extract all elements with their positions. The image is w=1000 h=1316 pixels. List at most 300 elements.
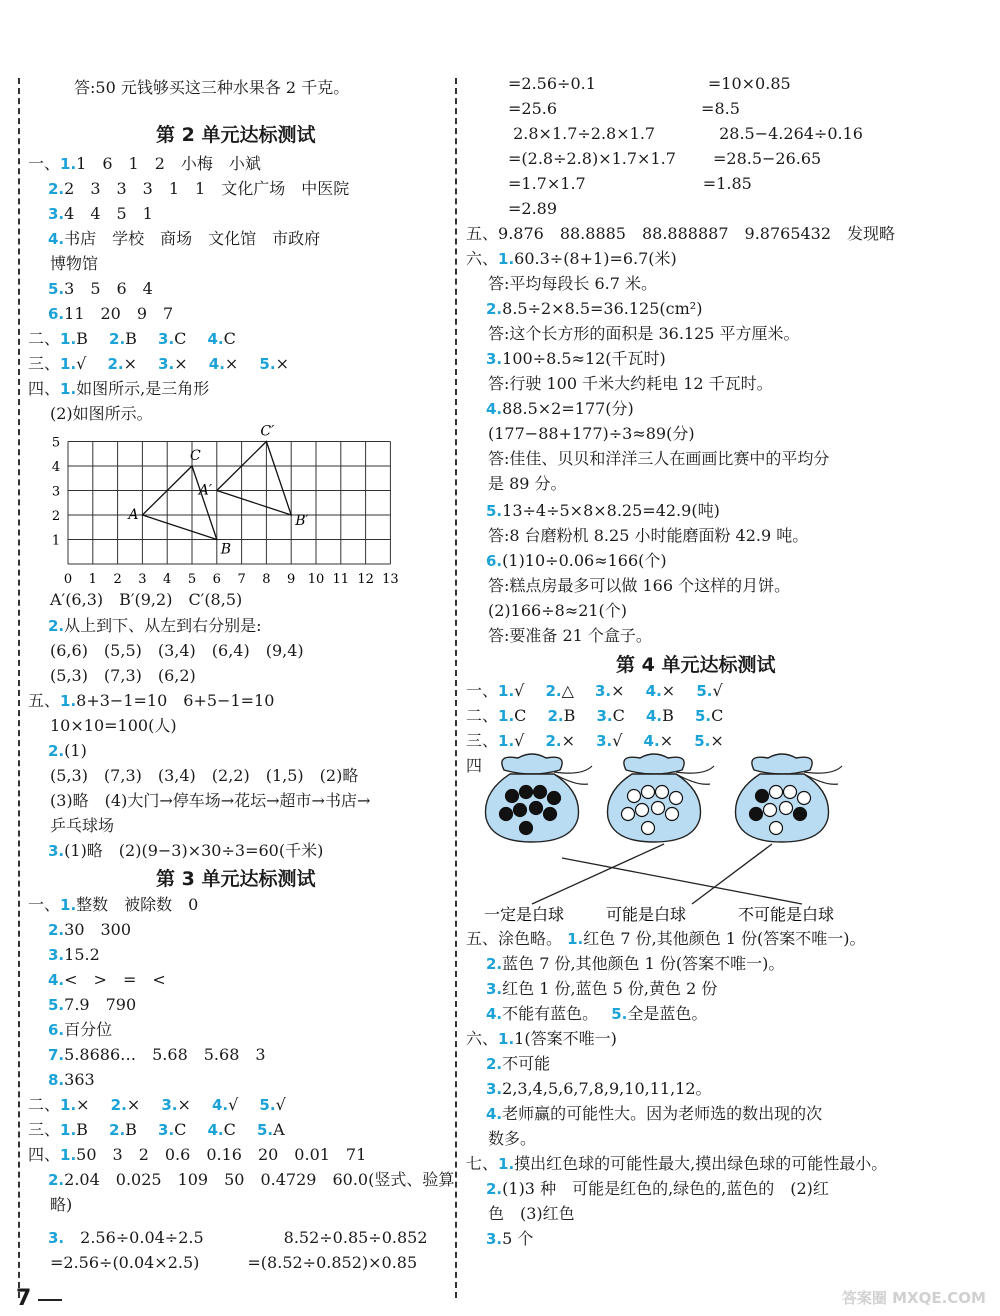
white-ball xyxy=(636,804,649,817)
bags-matching-figure xyxy=(482,752,862,928)
triangle-abc xyxy=(142,466,216,540)
answer-text: B xyxy=(76,1120,104,1139)
answer-text: 1(答案不唯一) xyxy=(514,1029,617,1048)
answer-text: (1)3 种 可能是红色的,绿色的,蓝色的 (2)红 xyxy=(502,1179,829,1198)
answer-text: 不能有蓝色。 xyxy=(502,1004,607,1023)
answer-line xyxy=(488,423,695,445)
black-ball xyxy=(756,790,769,803)
answer-text: √ xyxy=(612,731,639,750)
answer-text: √ xyxy=(514,681,541,700)
option-label: 不可能是白球 xyxy=(738,905,835,924)
answer-text: 8.5÷2×8.5=36.125(cm²) xyxy=(502,299,703,318)
answer-line xyxy=(28,690,274,712)
question-number: 3. xyxy=(596,732,613,750)
answer-text: (1)10÷0.06≈166(个) xyxy=(502,551,667,570)
answer-line xyxy=(508,173,752,195)
question-section: 四、 xyxy=(28,379,61,398)
answer-line xyxy=(48,944,100,966)
white-ball xyxy=(622,808,635,821)
x-tick-label: 4 xyxy=(163,572,172,587)
answer-text: △ xyxy=(561,681,590,700)
white-ball xyxy=(628,790,641,803)
question-number: 1. xyxy=(60,1121,77,1139)
question-number: 1. xyxy=(60,330,77,348)
answer-line xyxy=(50,715,177,737)
answer-text: 88.5×2=177(分) xyxy=(502,399,634,418)
answer-text: 答:行驶 100 千米大约耗电 12 千瓦时。 xyxy=(488,374,773,393)
answer-line xyxy=(28,353,289,375)
answer-line xyxy=(486,348,666,370)
question-number: 6. xyxy=(486,552,503,570)
answer-line xyxy=(486,1053,550,1075)
answer-line xyxy=(486,550,667,572)
x-tick-label: 10 xyxy=(307,572,325,587)
answer-line xyxy=(486,1178,829,1200)
x-tick-label: 0 xyxy=(63,572,73,587)
answer-line xyxy=(28,378,209,400)
answer-text: C xyxy=(514,706,543,725)
answer-line xyxy=(466,928,866,950)
question-number: 3. xyxy=(596,707,613,725)
white-ball xyxy=(780,802,793,815)
question-section: 三、 xyxy=(28,354,61,373)
answer-text: 色 (3)红色 xyxy=(488,1204,575,1223)
answer-text: (3)略 (4)大门→停车场→花坛→超市→书店→ xyxy=(50,791,371,810)
answer-text: √ xyxy=(76,354,103,373)
question-number: 2. xyxy=(48,742,65,760)
answer-line xyxy=(486,1103,822,1125)
question-section: 六、 xyxy=(466,1029,499,1048)
answer-line xyxy=(28,1094,286,1116)
answer-text: 从上到下、从左到右分别是: xyxy=(64,616,262,635)
answer-text: A′(6,3) B′(9,2) C′(8,5) xyxy=(50,590,243,609)
question-number: 4. xyxy=(486,1005,503,1023)
question-number: 1. xyxy=(498,682,515,700)
answer-text: × xyxy=(275,354,289,373)
option-label: 可能是白球 xyxy=(606,905,687,924)
question-number: 1. xyxy=(60,896,77,914)
point-label: B xyxy=(220,541,232,558)
answer-text: =25.6 =8.5 xyxy=(508,99,740,118)
answer-line xyxy=(486,1078,712,1100)
question-number: 8. xyxy=(48,1071,65,1089)
question-number: 3. xyxy=(158,1121,175,1139)
answer-text: 全是蓝色。 xyxy=(627,1004,708,1023)
question-number: 3. xyxy=(486,350,503,368)
question-number: 2. xyxy=(486,1180,503,1198)
triangle-abc-prime xyxy=(217,442,291,516)
answer-text: (5,3) (7,3) (6,2) xyxy=(50,666,196,685)
white-ball xyxy=(656,786,669,799)
question-number: 4. xyxy=(207,1121,224,1139)
question-number: 1. xyxy=(60,1146,77,1164)
x-tick-label: 11 xyxy=(332,572,350,587)
y-tick-label: 4 xyxy=(51,460,61,475)
question-number: 3. xyxy=(158,355,175,373)
answer-text: =2.56÷(0.04×2.5) =(8.52÷0.852)×0.85 xyxy=(50,1253,418,1272)
answer-line xyxy=(466,223,895,245)
answer-text: 不可能 xyxy=(502,1054,551,1073)
question-section: 二、 xyxy=(466,706,499,725)
answer-text: 摸出红色球的可能性最大,摸出绿色球的可能性最小。 xyxy=(514,1154,888,1173)
bag-top xyxy=(502,754,562,774)
answer-text: 50 3 2 0.6 0.16 20 0.01 71 xyxy=(76,1145,367,1164)
answer-text: =2.89 xyxy=(508,199,558,218)
question-section: 三、 xyxy=(28,1120,61,1139)
question-number: 1. xyxy=(498,1030,515,1048)
answer-line xyxy=(488,273,657,295)
answer-line xyxy=(48,228,320,250)
black-ball xyxy=(506,790,519,803)
question-number: 2. xyxy=(486,1055,503,1073)
question-number: 2. xyxy=(48,180,65,198)
answer-line xyxy=(48,615,262,637)
answer-text: √ xyxy=(712,681,723,700)
question-section: 五、 xyxy=(28,691,61,710)
answer-text: C xyxy=(711,706,724,725)
answer-line xyxy=(466,705,723,727)
question-number: 5. xyxy=(259,355,276,373)
question-number: 2. xyxy=(48,1171,65,1189)
white-ball xyxy=(666,808,679,821)
answer-line xyxy=(50,253,98,275)
answer-text: 百分位 xyxy=(64,1020,113,1039)
answer-text: 30 300 xyxy=(64,920,132,939)
answer-line xyxy=(488,323,800,345)
answer-text: 363 xyxy=(64,1070,95,1089)
answer-line xyxy=(48,278,153,300)
black-ball xyxy=(500,808,513,821)
question-number: 1. xyxy=(60,692,77,710)
x-tick-label: 2 xyxy=(113,572,122,587)
answer-line xyxy=(466,730,724,752)
question-number: 5. xyxy=(48,996,65,1014)
answer-text: 5.8686… 5.68 5.68 3 xyxy=(64,1045,266,1064)
answer-line xyxy=(50,403,153,425)
answer-text: 答:要准备 21 个盒子。 xyxy=(488,626,652,645)
answer-line xyxy=(48,1227,428,1249)
answer-text: √ xyxy=(514,731,541,750)
answer-text: 书店 学校 商场 文化馆 市政府 xyxy=(64,229,321,248)
answer-text: C xyxy=(223,329,236,348)
answer-text: (1)略 (2)(9−3)×30÷3=60(千米) xyxy=(64,841,324,860)
question-number: 2. xyxy=(109,330,126,348)
answer-text: =(2.8÷2.8)×1.7×1.7 =28.5−26.65 xyxy=(508,149,822,168)
question-number: 5. xyxy=(696,682,713,700)
answer-text: (1) xyxy=(64,741,87,760)
ball-bag xyxy=(608,754,715,842)
answer-text: 红色 1 份,蓝色 5 份,黄色 2 份 xyxy=(502,979,718,998)
coordinate-grid-figure xyxy=(51,423,412,592)
question-number: 4. xyxy=(208,355,225,373)
answer-line xyxy=(486,298,702,320)
answer-text: B xyxy=(125,329,153,348)
white-ball xyxy=(770,786,783,799)
answer-text: × xyxy=(224,354,255,373)
answer-text: × xyxy=(611,681,641,700)
question-section: 五、 xyxy=(466,929,499,948)
question-number: 5. xyxy=(611,1005,628,1023)
answer-line xyxy=(48,740,87,762)
question-number: 3. xyxy=(48,946,65,964)
question-number: 1. xyxy=(60,380,77,398)
question-number: 2. xyxy=(48,921,65,939)
question-number: 4. xyxy=(486,400,503,418)
bag-top xyxy=(624,754,684,774)
question-number: 1. xyxy=(498,1155,515,1173)
answer-text: 9.876 88.8885 88.888887 9.8765432 发现略 xyxy=(498,224,896,243)
answer-line xyxy=(48,840,323,862)
answer-line xyxy=(48,303,173,325)
answer-line xyxy=(488,373,773,395)
question-number: 5. xyxy=(694,732,711,750)
question-section: 四 xyxy=(466,756,483,775)
answer-text: (6,6) (5,5) (3,4) (6,4) (9,4) xyxy=(50,641,304,660)
x-tick-label: 8 xyxy=(262,572,271,587)
page-number: 7 xyxy=(16,1286,32,1311)
black-ball xyxy=(520,786,533,799)
answer-line xyxy=(28,894,198,916)
answer-text: √ xyxy=(228,1095,255,1114)
answer-text: 2.56÷0.04÷2.5 8.52÷0.85÷0.852 xyxy=(64,1228,428,1247)
answer-line xyxy=(50,589,242,611)
ball-bag xyxy=(736,754,843,842)
question-number: 2. xyxy=(48,617,65,635)
answer-line xyxy=(486,953,784,975)
answer-text: 5 个 xyxy=(502,1229,534,1248)
white-ball xyxy=(642,786,655,799)
page-number-rule xyxy=(38,1299,62,1301)
answer-line xyxy=(50,1194,72,1216)
answer-line xyxy=(488,600,627,622)
question-number: 2. xyxy=(109,1121,126,1139)
answer-line xyxy=(48,1019,112,1041)
answer-line xyxy=(508,98,740,120)
answer-text: × xyxy=(661,681,692,700)
answer-line xyxy=(486,1228,533,1250)
question-section: 三、 xyxy=(466,731,499,750)
answer-line xyxy=(28,328,236,350)
answer-line xyxy=(488,1203,575,1225)
question-number: 1. xyxy=(567,930,584,948)
white-ball xyxy=(784,786,797,799)
question-number: 3. xyxy=(486,1230,503,1248)
question-number: 2. xyxy=(545,682,562,700)
point-label: C xyxy=(190,448,201,464)
answer-text: 15.2 xyxy=(64,945,100,964)
question-number: 3. xyxy=(48,842,65,860)
answer-line xyxy=(488,473,567,495)
question-section: 一、 xyxy=(466,681,499,700)
answer-text: 100÷8.5≈12(千瓦时) xyxy=(502,349,666,368)
x-tick-label: 13 xyxy=(382,572,399,587)
answer-text: 乒乓球场 xyxy=(50,816,115,835)
answer-text: =2.56÷0.1 =10×0.85 xyxy=(508,74,791,93)
question-section: 二、 xyxy=(28,1095,61,1114)
question-number: 5. xyxy=(48,280,65,298)
answer-line xyxy=(466,755,482,777)
question-section: 一、 xyxy=(28,895,61,914)
question-number: 1. xyxy=(60,155,77,173)
answer-text: C xyxy=(174,1120,203,1139)
question-section: 七、 xyxy=(466,1154,499,1173)
answer-line xyxy=(466,248,677,270)
question-number: 2. xyxy=(486,300,503,318)
question-number: 1. xyxy=(60,355,77,373)
black-ball xyxy=(534,786,547,799)
question-number: 3. xyxy=(486,980,503,998)
answer-text: 10×10=100(人) xyxy=(50,716,177,735)
x-tick-label: 3 xyxy=(138,572,147,587)
answer-line xyxy=(50,815,114,837)
x-tick-label: 9 xyxy=(287,572,296,587)
question-number: 4. xyxy=(207,330,224,348)
answer-text: B xyxy=(662,706,690,725)
answer-line xyxy=(508,123,863,145)
question-number: 4. xyxy=(643,732,660,750)
answer-text: 老师赢的可能性大。因为老师选的数出现的次 xyxy=(502,1104,823,1123)
match-line xyxy=(692,844,772,904)
question-section: 二、 xyxy=(28,329,61,348)
question-number: 3. xyxy=(48,1229,65,1247)
answer-text: 60.3÷(8+1)=6.7(米) xyxy=(514,249,677,268)
answer-line xyxy=(50,765,358,787)
question-number: 2. xyxy=(107,355,124,373)
white-ball xyxy=(652,802,665,815)
question-number: 4. xyxy=(645,682,662,700)
answer-text: A xyxy=(273,1120,285,1139)
answer-text: B xyxy=(563,706,592,725)
answer-line xyxy=(48,969,166,991)
question-number: 6. xyxy=(48,1021,65,1039)
question-number: 3. xyxy=(486,1080,503,1098)
answer-text: < > = < xyxy=(64,970,166,989)
answer-line xyxy=(488,525,808,547)
answer-text: (177−88+177)÷3≈89(分) xyxy=(488,424,695,443)
section-heading: 第 4 单元达标测试 xyxy=(616,654,776,676)
question-number: 4. xyxy=(645,707,663,725)
answer-text: 2.8×1.7÷2.8×1.7 28.5−4.264÷0.16 xyxy=(508,124,863,143)
answer-text: 11 20 9 7 xyxy=(64,304,174,323)
y-tick-label: 3 xyxy=(51,484,61,500)
black-ball xyxy=(548,792,561,805)
black-ball xyxy=(520,822,533,835)
answer-text: × xyxy=(710,731,724,750)
question-number: 3. xyxy=(158,330,175,348)
question-number: 3. xyxy=(161,1096,178,1114)
answer-text: 答:8 台磨粉机 8.25 小时能磨面粉 42.9 吨。 xyxy=(488,526,809,545)
answer-text: × xyxy=(177,1095,207,1114)
answer-text: 2 3 3 3 1 1 文化广场 中医院 xyxy=(64,179,350,198)
answer-text: × xyxy=(174,354,204,373)
answer-text: 答:50 元钱够买这三种水果各 2 千克。 xyxy=(74,78,350,97)
question-number: 2. xyxy=(545,732,562,750)
answer-text: 红色 7 份,其他颜色 1 份(答案不唯一)。 xyxy=(583,929,866,948)
white-ball xyxy=(670,792,683,805)
white-ball xyxy=(642,822,655,835)
point-label: A′ xyxy=(198,482,213,499)
question-number: 1. xyxy=(498,707,515,725)
question-number: 5. xyxy=(694,707,712,725)
answer-line xyxy=(74,77,349,99)
answer-line xyxy=(48,1169,454,1191)
answer-text: C xyxy=(612,706,641,725)
x-tick-label: 7 xyxy=(237,572,246,587)
question-number: 4. xyxy=(48,971,65,989)
section-heading: 第 3 单元达标测试 xyxy=(156,868,316,890)
answer-line xyxy=(50,665,196,687)
black-ball xyxy=(544,808,557,821)
answer-text: =1.7×1.7 =1.85 xyxy=(508,174,752,193)
answer-text: (2)166÷8≈21(个) xyxy=(488,601,628,620)
answer-text: C xyxy=(223,1120,252,1139)
answer-line xyxy=(28,1119,285,1141)
answer-line xyxy=(488,448,829,470)
black-ball xyxy=(530,802,543,815)
white-ball xyxy=(798,792,811,805)
question-number: 3. xyxy=(48,205,65,223)
question-number: 5. xyxy=(486,502,503,520)
answer-text: 答:糕点房最多可以做 166 个这样的月饼。 xyxy=(488,576,791,595)
answer-line xyxy=(508,73,791,95)
answer-line xyxy=(488,625,652,647)
answer-line xyxy=(50,640,304,662)
answer-line xyxy=(466,1153,887,1175)
answer-line xyxy=(50,1252,417,1274)
bag-top xyxy=(752,754,812,774)
answer-text: 13÷4÷5×8×8.25=42.9(吨) xyxy=(502,501,720,520)
answer-text: (5,3) (7,3) (3,4) (2,2) (1,5) (2)略 xyxy=(50,766,359,785)
left-dashed-border xyxy=(18,78,20,1298)
answer-text: 是 89 分。 xyxy=(488,474,567,493)
answer-text: B xyxy=(76,329,104,348)
black-ball xyxy=(794,808,807,821)
answer-text: 涂色略。 xyxy=(498,929,563,948)
question-number: 2. xyxy=(486,955,503,973)
point-label: B′ xyxy=(295,513,309,529)
answer-line xyxy=(508,198,557,220)
answer-text: √ xyxy=(275,1095,286,1114)
answer-line xyxy=(28,153,261,175)
x-tick-label: 12 xyxy=(357,572,374,587)
answer-text: 7.9 790 xyxy=(64,995,137,1014)
column-divider xyxy=(455,78,457,1298)
answer-text: 如图所示,是三角形 xyxy=(76,379,210,398)
section-heading: 第 2 单元达标测试 xyxy=(156,124,316,146)
answer-text: 整数 被除数 0 xyxy=(76,895,199,914)
answer-text: 蓝色 7 份,其他颜色 1 份(答案不唯一)。 xyxy=(502,954,785,973)
white-ball xyxy=(770,822,783,835)
answer-line xyxy=(466,1028,617,1050)
answer-line xyxy=(486,978,717,1000)
answer-line xyxy=(28,1144,366,1166)
answer-text: 2,3,4,5,6,7,8,9,10,11,12。 xyxy=(502,1079,712,1098)
answer-text: 3 5 6 4 xyxy=(64,279,153,298)
answer-text: 4 4 5 1 xyxy=(64,204,153,223)
answer-text: × xyxy=(123,354,154,373)
answer-text: 1 6 1 2 小梅 小斌 xyxy=(76,154,261,173)
answer-text: 答:佳佳、贝贝和洋洋三人在画画比赛中的平均分 xyxy=(488,449,830,468)
white-ball xyxy=(764,804,777,817)
answer-line xyxy=(48,1069,95,1091)
answer-text: × xyxy=(561,731,592,750)
question-number: 3. xyxy=(595,682,612,700)
point-label: A xyxy=(128,507,139,523)
question-number: 7. xyxy=(48,1046,65,1064)
answer-line xyxy=(48,994,136,1016)
answer-text: (2)如图所示。 xyxy=(50,404,153,423)
watermark: 答案圈 MXQE.COM xyxy=(841,1289,986,1307)
